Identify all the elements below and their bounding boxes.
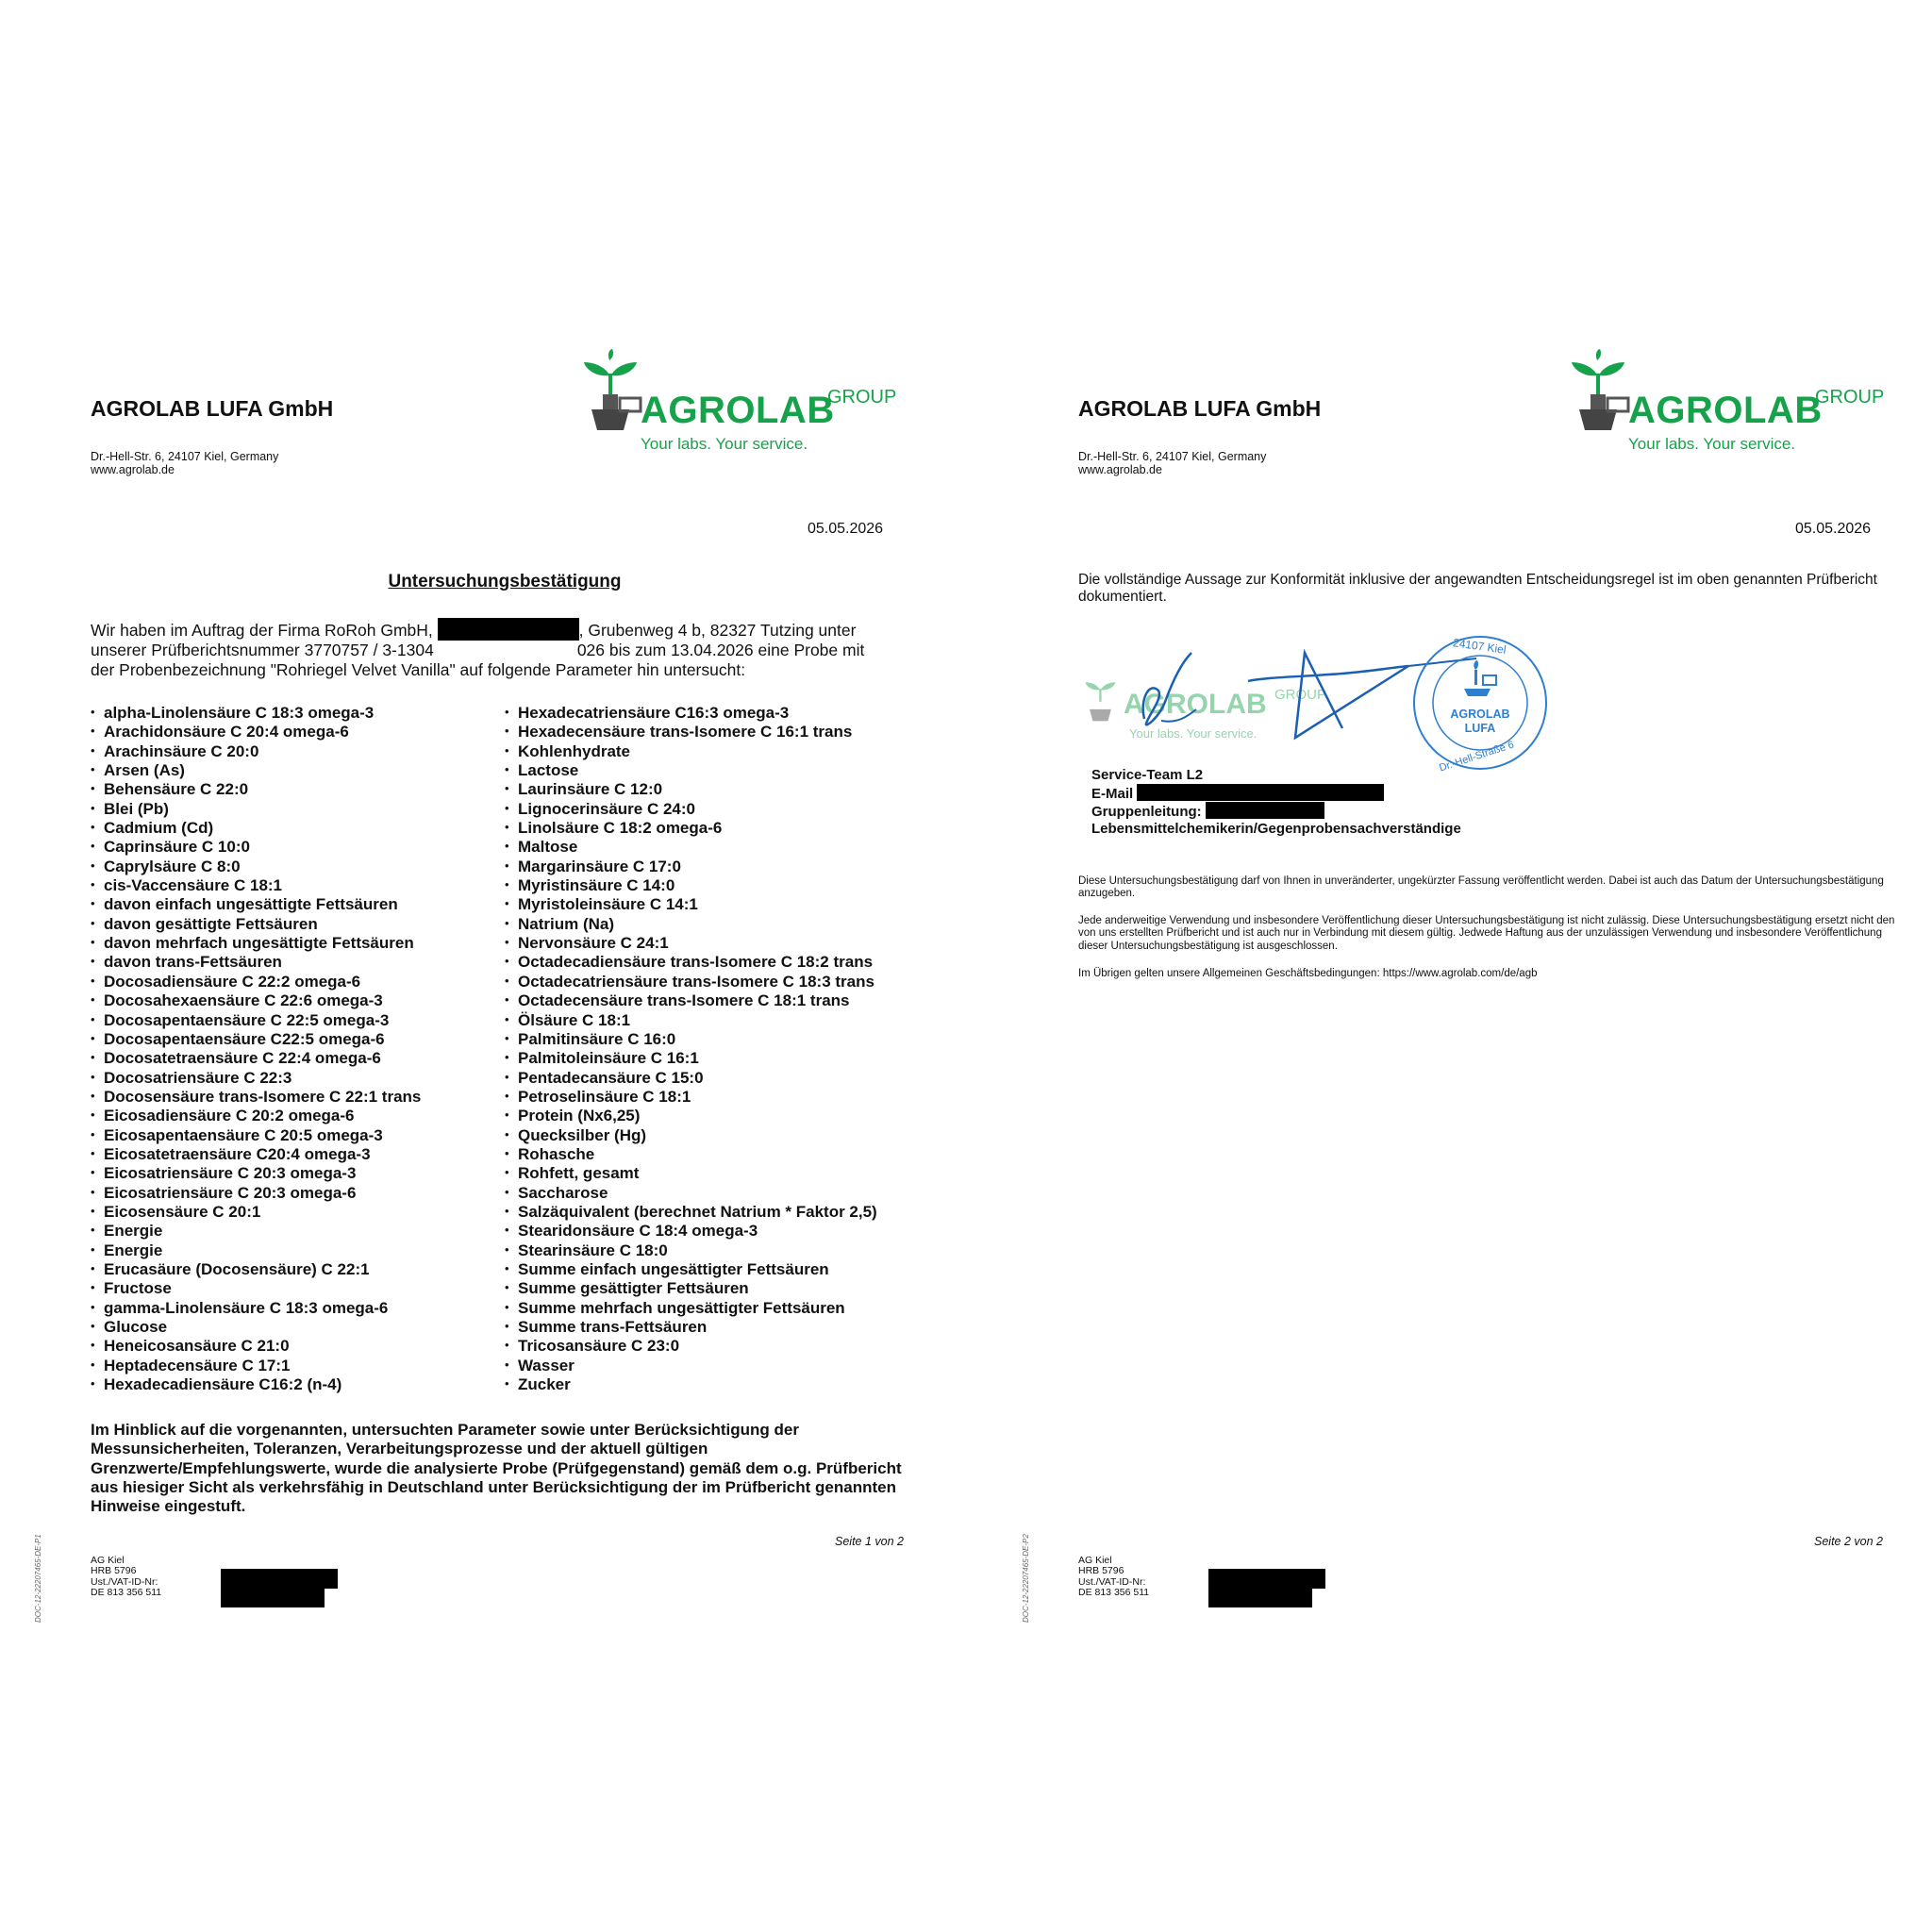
footer-line: Ust./VAT-ID-Nr: [91,1575,158,1588]
company-stamp [1409,632,1551,774]
parameter-item: • Heptadecensäure C 17:1 [91,1357,421,1375]
parameter-item: • Docosapentaensäure C22:5 omega-6 [91,1030,421,1049]
parameter-item: • Lignocerinsäure C 24:0 [505,800,877,819]
logo-tagline: Your labs. Your service. [1628,435,1796,453]
intro-line-3: der Probenbezeichnung "Rohriegel Velvet Vanilla" auf folgende Parameter hin untersucht: [91,659,746,679]
redaction-block [221,1569,338,1589]
logo-word: AGROLAB [641,390,835,431]
intro-text-d: 026 bis zum 13.04.2026 eine Probe mit [576,641,865,659]
parameter-item: • cis-Vaccensäure C 18:1 [91,876,421,895]
footer-line: HRB 5796 [91,1565,137,1577]
notice-restriction: Jede anderweitige Verwendung und insbesondere Veröffentlichung dieser Untersuchungsbestätigung ist nicht zulässig. Diese Untersuchungsbestätigung ersetzt nicht den von uns erstellten Prüfbericht und ist auch nur in Verbindung mit diesem gültig. Jedwede Haftung aus der unzulässigen Verwendung und insbesondere Veröffentlichung dieser Untersuchungsbestätigung ist ausgeschlossen. [1078,915,1895,952]
parameter-item: • Energie [91,1222,421,1241]
parameter-item: • Fructose [91,1279,421,1298]
website-line: www.agrolab.de [1078,463,1162,476]
parameter-item: • Caprinsäure C 10:0 [91,838,421,857]
parameter-item: • Stearinsäure C 18:0 [505,1241,877,1260]
stamp-city: 24107 Kiel [1452,636,1507,657]
parameter-item: • Docosapentaensäure C 22:5 omega-3 [91,1011,421,1030]
website-line: www.agrolab.de [91,463,175,476]
intro-text-a: Wir haben im Auftrag der Firma RoRoh GmbH, [91,621,433,640]
parameter-item: • Eicosatriensäure C 20:3 omega-6 [91,1184,421,1203]
company-address [91,450,278,476]
parameter-item: • Summe mehrfach ungesättigter Fettsäuren [505,1299,877,1318]
redaction-block [438,618,579,641]
footer-registry [91,1556,161,1599]
parameter-item: • Summe gesättigter Fettsäuren [505,1279,877,1298]
address-line: Dr.-Hell-Str. 6, 24107 Kiel, Germany [1078,450,1267,463]
parameter-item: • Palmitinsäure C 16:0 [505,1030,877,1049]
parameter-item: • Ölsäure C 18:1 [505,1011,877,1030]
parameter-item: • Docosensäure trans-Isomere C 22:1 trans [91,1088,421,1107]
stamp-agrolab: AGROLAB [1450,708,1510,721]
parameter-item: • Octadecatriensäure trans-Isomere C 18:3 trans [505,973,877,991]
role-line: Lebensmittelchemikerin/Gegenprobensachverständige [1091,820,1461,837]
parameter-item: • Cadmium (Cd) [91,819,421,838]
contact-block [1091,767,1461,837]
notice-publish: Diese Untersuchungsbestätigung darf von Ihnen in unveränderter, ungekürzter Fassung veröffentlicht werden. Dabei ist auch das Datum der Untersuchungsbestätigung anzugeben. [1078,875,1884,900]
parameter-item: • Hexadecadiensäure C16:2 (n-4) [91,1375,421,1394]
parameter-item: • Arsen (As) [91,761,421,780]
parameter-item: • Eicosensäure C 20:1 [91,1203,421,1222]
agrolab-logo [578,349,908,458]
parameter-item: • gamma-Linolensäure C 18:3 omega-6 [91,1299,421,1318]
conclusion-paragraph: Im Hinblick auf die vorgenannten, untersuchten Parameter sowie unter Berücksichtigung der Messunsicherheiten, Toleranzen, Verarbeitungsprozesse und der aktuell gültigen Grenzwerte/Empfehlungswerte, wurde die analysierte Probe (Prüfgegenstand) gemäß dem o.g. Prüfbericht aus hiesiger Sicht als verkehrsfähig in Deutschland unter Berücksichtigung der im Prüfbericht genannten Hinweise eingestuft. [91,1421,902,1516]
parameter-item: • Eicosapentaensäure C 20:5 omega-3 [91,1126,421,1145]
parameter-item: • Hexadecatriensäure C16:3 omega-3 [505,704,877,723]
footer-line: Ust./VAT-ID-Nr: [1078,1575,1146,1588]
parameter-item: • Octadecensäure trans-Isomere C 18:1 trans [505,991,877,1010]
parameter-item: • davon trans-Fettsäuren [91,953,421,972]
parameter-item: • Behensäure C 22:0 [91,780,421,799]
parameter-list-left [91,704,421,1394]
document-date: 05.05.2026 [1795,521,1872,537]
parameter-item: • Arachidonsäure C 20:4 omega-6 [91,723,421,741]
logo-group: GROUP [827,387,897,408]
parameter-item: • Margarinsäure C 17:0 [505,858,877,876]
parameter-item: • Saccharose [505,1184,877,1203]
logo-plant-icon [578,349,644,434]
parameter-item: • Glucose [91,1318,421,1337]
footer-registry [1078,1556,1149,1599]
footer-line: HRB 5796 [1078,1565,1124,1577]
redaction-block [1208,1588,1312,1607]
redaction-block [1208,1569,1325,1589]
parameter-item: • Rohfett, gesamt [505,1164,877,1183]
logo-word: AGROLAB [1124,689,1267,720]
parameter-list-right [505,704,877,1394]
parameter-item: • Blei (Pb) [91,800,421,819]
intro-text-b: , Grubenweg 4 b, 82327 Tutzing unter [578,621,857,640]
parameter-item: • Quecksilber (Hg) [505,1126,877,1145]
conformity-statement: Die vollständige Aussage zur Konformität inklusive der angewandten Entscheidungsregel ist im oben genannten Prüfbericht dokumentiert. [1078,572,1877,605]
parameter-item: • Myristinsäure C 14:0 [505,876,877,895]
email-label: E-Mail [1091,785,1134,802]
doc-code: DOC-12-22207465-DE-P1 [34,1534,42,1623]
logo-tagline: Your labs. Your service. [1129,726,1257,741]
parameter-item: • Energie [91,1241,421,1260]
parameter-item: • alpha-Linolensäure C 18:3 omega-3 [91,704,421,723]
stamp-street: Dr.-Hell-Straße 6 [1438,739,1516,774]
document-date: 05.05.2026 [808,521,884,537]
parameter-item: • Octadecadiensäure trans-Isomere C 18:2 trans [505,953,877,972]
group-lead-row [1091,802,1461,821]
address-line: Dr.-Hell-Str. 6, 24107 Kiel, Germany [91,450,279,463]
parameter-item: • Myristoleinsäure C 14:1 [505,895,877,914]
logo-group: GROUP [1274,687,1327,703]
parameter-item: • Petroselinsäure C 18:1 [505,1088,877,1107]
parameter-item: • Salzäquivalent (berechnet Natrium * Faktor 2,5) [505,1203,877,1222]
parameter-item: • Caprylsäure C 8:0 [91,858,421,876]
company-name: AGROLAB LUFA GmbH [1078,396,1322,421]
parameter-item: • Eicosadiensäure C 20:2 omega-6 [91,1107,421,1125]
notice-terms: Im Übrigen gelten unsere Allgemeinen Geschäftsbedingungen: https://www.agrolab.com/de/agb [1078,968,1538,979]
redaction-block [221,1588,325,1607]
parameter-item: • Docosahexaensäure C 22:6 omega-3 [91,991,421,1010]
intro-line-2 [91,641,921,660]
parameter-item: • Erucasäure (Docosensäure) C 22:1 [91,1260,421,1279]
email-row [1091,784,1461,803]
parameter-item: • Summe einfach ungesättigter Fettsäuren [505,1260,877,1279]
document-title: Untersuchungsbestätigung [388,572,622,591]
parameter-item: • Maltose [505,838,877,857]
page-number: Seite 1 von 2 [835,1535,904,1548]
parameter-item: • Docosadiensäure C 22:2 omega-6 [91,973,421,991]
parameter-item: • Heneicosansäure C 21:0 [91,1337,421,1356]
redaction-block [1137,784,1384,801]
company-name: AGROLAB LUFA GmbH [91,396,334,421]
parameter-item: • Rohasche [505,1145,877,1164]
doc-code: DOC-12-22207465-DE-P2 [1022,1534,1030,1623]
group-lead-label: Gruppenleitung: [1091,804,1202,820]
parameter-item: • Docosatriensäure C 22:3 [91,1069,421,1088]
footer-line: DE 813 356 511 [91,1587,162,1599]
intro-text-c: unserer Prüfberichtsnummer 3770757 / 3-1304 [91,641,434,659]
parameter-item: • Natrium (Na) [505,915,877,934]
document-page-2 [988,0,1932,1932]
parameter-item: • Eicosatriensäure C 20:3 omega-3 [91,1164,421,1183]
logo-plant-icon [1566,349,1632,434]
parameter-item: • Arachinsäure C 20:0 [91,742,421,761]
parameter-item: • Hexadecensäure trans-Isomere C 16:1 trans [505,723,877,741]
parameter-item: • Docosatetraensäure C 22:4 omega-6 [91,1049,421,1068]
company-address [1078,450,1266,476]
stamp-lufa: LUFA [1464,722,1496,735]
parameter-item: • Summe trans-Fettsäuren [505,1318,877,1337]
parameter-item: • Laurinsäure C 12:0 [505,780,877,799]
parameter-item: • davon mehrfach ungesättigte Fettsäuren [91,934,421,953]
page-number: Seite 2 von 2 [1814,1535,1883,1548]
parameter-item: • Eicosatetraensäure C20:4 omega-3 [91,1145,421,1164]
agrolab-logo [1566,349,1896,458]
parameter-item: • Pentadecansäure C 15:0 [505,1069,877,1088]
service-team: Service-Team L2 [1091,767,1204,783]
parameter-item: • Tricosansäure C 23:0 [505,1337,877,1356]
parameter-item: • davon gesättigte Fettsäuren [91,915,421,934]
intro-paragraph [91,618,921,679]
parameter-item: • Linolsäure C 18:2 omega-6 [505,819,877,838]
parameter-item: • Wasser [505,1357,877,1375]
parameter-item: • Stearidonsäure C 18:4 omega-3 [505,1222,877,1241]
parameter-item: • Zucker [505,1375,877,1394]
logo-word: AGROLAB [1628,390,1823,431]
parameter-item: • Lactose [505,761,877,780]
footer-line: AG Kiel [91,1555,125,1566]
logo-tagline: Your labs. Your service. [641,435,808,453]
parameter-item: • davon einfach ungesättigte Fettsäuren [91,895,421,914]
logo-group: GROUP [1815,387,1885,408]
parameter-item: • Protein (Nx6,25) [505,1107,877,1125]
parameter-item: • Kohlenhydrate [505,742,877,761]
redaction-block [1206,802,1324,819]
parameter-item: • Palmitoleinsäure C 16:1 [505,1049,877,1068]
footer-line: AG Kiel [1078,1555,1112,1566]
intro-line-1 [91,618,921,641]
parameter-item: • Nervonsäure C 24:1 [505,934,877,953]
footer-line: DE 813 356 511 [1078,1587,1150,1599]
